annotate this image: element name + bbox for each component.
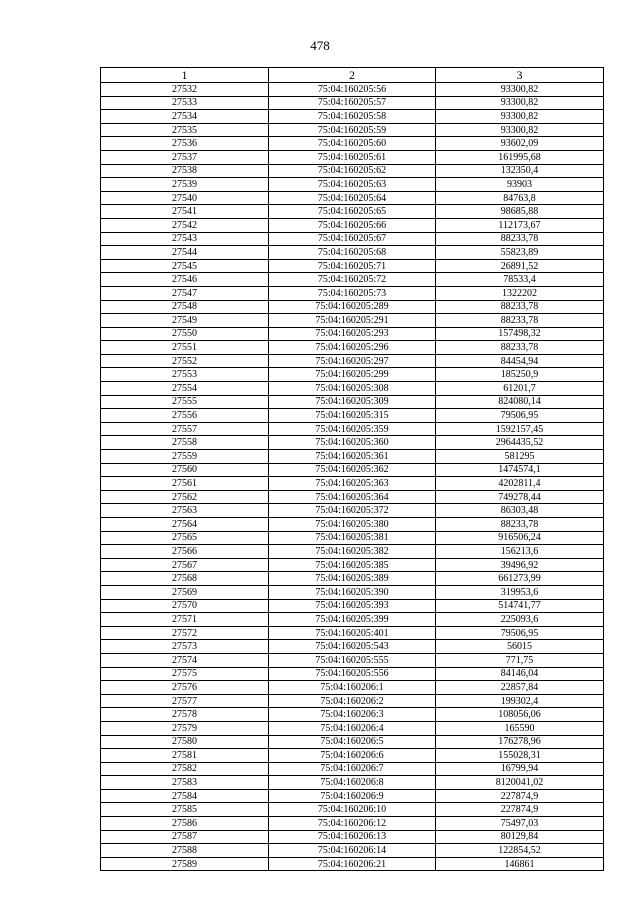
cadastral-number-cell: 75:04:160205:380	[269, 518, 436, 532]
value-cell: 749278,44	[436, 490, 604, 504]
table-row	[101, 762, 604, 776]
value-cell: 1322202	[436, 286, 604, 300]
column-header-2: 2	[269, 68, 436, 83]
value-cell: 88233,78	[436, 518, 604, 532]
value-cell: 93903	[436, 178, 604, 192]
cadastral-number-cell: 75:04:160205:359	[269, 422, 436, 436]
cadastral-number-cell: 75:04:160205:372	[269, 504, 436, 518]
row-number-cell: 27545	[101, 259, 269, 273]
value-cell: 55823,89	[436, 246, 604, 260]
cadastral-number-cell: 75:04:160205:64	[269, 191, 436, 205]
cadastral-number-cell: 75:04:160205:555	[269, 653, 436, 667]
row-number-cell: 27581	[101, 749, 269, 763]
value-cell: 132350,4	[436, 164, 604, 178]
cadastral-number-cell: 75:04:160206:9	[269, 789, 436, 803]
row-number-cell: 27534	[101, 110, 269, 124]
row-number-cell: 27533	[101, 96, 269, 110]
cadastral-number-cell: 75:04:160206:12	[269, 817, 436, 831]
cadastral-number-cell: 75:04:160206:14	[269, 844, 436, 858]
value-cell: 39496,92	[436, 558, 604, 572]
value-cell: 176278,96	[436, 735, 604, 749]
table-row	[101, 314, 604, 328]
cadastral-number-cell: 75:04:160205:381	[269, 531, 436, 545]
cadastral-number-cell: 75:04:160205:60	[269, 137, 436, 151]
cadastral-number-cell: 75:04:160205:389	[269, 572, 436, 586]
table-row	[101, 653, 604, 667]
cadastral-number-cell: 75:04:160205:61	[269, 150, 436, 164]
row-number-cell: 27562	[101, 490, 269, 504]
value-cell: 84454,94	[436, 354, 604, 368]
value-cell: 61201,7	[436, 382, 604, 396]
row-number-cell: 27584	[101, 789, 269, 803]
table-row	[101, 436, 604, 450]
value-cell: 16799,94	[436, 762, 604, 776]
row-number-cell: 27546	[101, 273, 269, 287]
table-row	[101, 341, 604, 355]
cadastral-number-cell: 75:04:160205:289	[269, 300, 436, 314]
value-cell: 122854,52	[436, 844, 604, 858]
table-row	[101, 205, 604, 219]
table-row	[101, 409, 604, 423]
cadastral-number-cell: 75:04:160206:5	[269, 735, 436, 749]
value-cell: 771,75	[436, 653, 604, 667]
row-number-cell: 27576	[101, 681, 269, 695]
row-number-cell: 27553	[101, 368, 269, 382]
cadastral-number-cell: 75:04:160205:382	[269, 545, 436, 559]
table-row	[101, 354, 604, 368]
cadastral-number-cell: 75:04:160205:62	[269, 164, 436, 178]
table-row	[101, 83, 604, 97]
table-row	[101, 150, 604, 164]
cadastral-number-cell: 75:04:160205:363	[269, 477, 436, 491]
cadastral-number-cell: 75:04:160205:543	[269, 640, 436, 654]
value-cell: 225093,6	[436, 613, 604, 627]
table-header-row	[101, 68, 604, 83]
row-number-cell: 27567	[101, 558, 269, 572]
cadastral-number-cell: 75:04:160205:297	[269, 354, 436, 368]
table-row	[101, 490, 604, 504]
value-cell: 8120041,02	[436, 776, 604, 790]
value-cell: 108056,06	[436, 708, 604, 722]
cadastral-number-cell: 75:04:160205:68	[269, 246, 436, 260]
table-row	[101, 572, 604, 586]
value-cell: 93300,82	[436, 83, 604, 97]
value-cell: 1592157,45	[436, 422, 604, 436]
cadastral-number-cell: 75:04:160205:309	[269, 395, 436, 409]
cadastral-number-cell: 75:04:160205:308	[269, 382, 436, 396]
table-row	[101, 259, 604, 273]
value-cell: 185250,9	[436, 368, 604, 382]
row-number-cell: 27577	[101, 694, 269, 708]
cadastral-number-cell: 75:04:160205:72	[269, 273, 436, 287]
table-row	[101, 857, 604, 871]
value-cell: 146861	[436, 857, 604, 871]
row-number-cell: 27588	[101, 844, 269, 858]
table-row	[101, 531, 604, 545]
row-number-cell: 27572	[101, 626, 269, 640]
cadastral-number-cell: 75:04:160205:315	[269, 409, 436, 423]
cadastral-number-cell: 75:04:160206:4	[269, 721, 436, 735]
cadastral-number-cell: 75:04:160206:10	[269, 803, 436, 817]
value-cell: 56015	[436, 640, 604, 654]
value-cell: 22857,84	[436, 681, 604, 695]
row-number-cell: 27582	[101, 762, 269, 776]
row-number-cell: 27566	[101, 545, 269, 559]
cadastral-number-cell: 75:04:160205:362	[269, 463, 436, 477]
column-header-3: 3	[436, 68, 604, 83]
table-row	[101, 789, 604, 803]
table-row	[101, 667, 604, 681]
row-number-cell: 27580	[101, 735, 269, 749]
table-row	[101, 300, 604, 314]
row-number-cell: 27539	[101, 178, 269, 192]
value-cell: 84763,8	[436, 191, 604, 205]
table-row	[101, 640, 604, 654]
value-cell: 79506,95	[436, 626, 604, 640]
row-number-cell: 27563	[101, 504, 269, 518]
table-row	[101, 504, 604, 518]
row-number-cell: 27532	[101, 83, 269, 97]
row-number-cell: 27541	[101, 205, 269, 219]
table-row	[101, 681, 604, 695]
value-cell: 78533,4	[436, 273, 604, 287]
value-cell: 824080,14	[436, 395, 604, 409]
row-number-cell: 27547	[101, 286, 269, 300]
table-row	[101, 286, 604, 300]
cadastral-number-cell: 75:04:160205:56	[269, 83, 436, 97]
value-cell: 155028,31	[436, 749, 604, 763]
value-cell: 75497,03	[436, 817, 604, 831]
row-number-cell: 27589	[101, 857, 269, 871]
row-number-cell: 27559	[101, 450, 269, 464]
row-number-cell: 27565	[101, 531, 269, 545]
row-number-cell: 27560	[101, 463, 269, 477]
value-cell: 88233,78	[436, 232, 604, 246]
cadastral-number-cell: 75:04:160206:6	[269, 749, 436, 763]
row-number-cell: 27587	[101, 830, 269, 844]
table-row	[101, 518, 604, 532]
cadastral-number-cell: 75:04:160205:57	[269, 96, 436, 110]
table-row	[101, 708, 604, 722]
cadastral-number-cell: 75:04:160205:390	[269, 585, 436, 599]
cadastral-number-cell: 75:04:160205:73	[269, 286, 436, 300]
value-cell: 227874,9	[436, 789, 604, 803]
cadastral-number-cell: 75:04:160206:2	[269, 694, 436, 708]
cadastral-number-cell: 75:04:160205:360	[269, 436, 436, 450]
row-number-cell: 27578	[101, 708, 269, 722]
value-cell: 112173,67	[436, 218, 604, 232]
value-cell: 916506,24	[436, 531, 604, 545]
value-cell: 165590	[436, 721, 604, 735]
row-number-cell: 27583	[101, 776, 269, 790]
table-row	[101, 735, 604, 749]
cadastral-number-cell: 75:04:160206:1	[269, 681, 436, 695]
cadastral-number-cell: 75:04:160205:58	[269, 110, 436, 124]
column-header-1: 1	[101, 68, 269, 83]
value-cell: 93300,82	[436, 96, 604, 110]
table-row	[101, 776, 604, 790]
cadastral-number-cell: 75:04:160205:556	[269, 667, 436, 681]
cadastral-number-cell: 75:04:160206:3	[269, 708, 436, 722]
table-row	[101, 191, 604, 205]
data-table	[100, 67, 604, 871]
table-row	[101, 246, 604, 260]
value-cell: 581295	[436, 450, 604, 464]
value-cell: 88233,78	[436, 314, 604, 328]
table-row	[101, 844, 604, 858]
table-row	[101, 395, 604, 409]
cadastral-number-cell: 75:04:160205:66	[269, 218, 436, 232]
value-cell: 319953,6	[436, 585, 604, 599]
value-cell: 84146,04	[436, 667, 604, 681]
table-row	[101, 613, 604, 627]
table-row	[101, 327, 604, 341]
cadastral-number-cell: 75:04:160205:393	[269, 599, 436, 613]
table-row	[101, 422, 604, 436]
row-number-cell: 27542	[101, 218, 269, 232]
cadastral-number-cell: 75:04:160206:13	[269, 830, 436, 844]
value-cell: 227874,9	[436, 803, 604, 817]
table-row	[101, 137, 604, 151]
cadastral-number-cell: 75:04:160205:399	[269, 613, 436, 627]
cadastral-number-cell: 75:04:160205:401	[269, 626, 436, 640]
row-number-cell: 27535	[101, 123, 269, 137]
cadastral-number-cell: 75:04:160206:7	[269, 762, 436, 776]
value-cell: 661273,99	[436, 572, 604, 586]
value-cell: 514741,77	[436, 599, 604, 613]
cadastral-number-cell: 75:04:160205:299	[269, 368, 436, 382]
table-row	[101, 232, 604, 246]
table-row	[101, 749, 604, 763]
cadastral-number-cell: 75:04:160205:385	[269, 558, 436, 572]
table-row	[101, 110, 604, 124]
row-number-cell: 27540	[101, 191, 269, 205]
table-row	[101, 218, 604, 232]
cadastral-number-cell: 75:04:160205:67	[269, 232, 436, 246]
table-body	[101, 83, 604, 871]
row-number-cell: 27551	[101, 341, 269, 355]
row-number-cell: 27574	[101, 653, 269, 667]
row-number-cell: 27571	[101, 613, 269, 627]
row-number-cell: 27537	[101, 150, 269, 164]
row-number-cell: 27579	[101, 721, 269, 735]
table-row	[101, 382, 604, 396]
value-cell: 156213,6	[436, 545, 604, 559]
table-row	[101, 545, 604, 559]
table-row	[101, 626, 604, 640]
table-row	[101, 721, 604, 735]
cadastral-number-cell: 75:04:160205:361	[269, 450, 436, 464]
row-number-cell: 27570	[101, 599, 269, 613]
row-number-cell: 27585	[101, 803, 269, 817]
table-row	[101, 164, 604, 178]
cadastral-number-cell: 75:04:160205:59	[269, 123, 436, 137]
value-cell: 88233,78	[436, 300, 604, 314]
value-cell: 161995,68	[436, 150, 604, 164]
value-cell: 80129,84	[436, 830, 604, 844]
table-row	[101, 178, 604, 192]
value-cell: 93300,82	[436, 123, 604, 137]
page-number: 478	[310, 38, 330, 53]
row-number-cell: 27552	[101, 354, 269, 368]
value-cell: 26891,52	[436, 259, 604, 273]
table-row	[101, 273, 604, 287]
table-row	[101, 558, 604, 572]
table-row	[101, 96, 604, 110]
table-row	[101, 368, 604, 382]
value-cell: 79506,95	[436, 409, 604, 423]
value-cell: 98685,88	[436, 205, 604, 219]
row-number-cell: 27561	[101, 477, 269, 491]
cadastral-number-cell: 75:04:160205:296	[269, 341, 436, 355]
row-number-cell: 27554	[101, 382, 269, 396]
row-number-cell: 27557	[101, 422, 269, 436]
value-cell: 4202811,4	[436, 477, 604, 491]
value-cell: 2964435,52	[436, 436, 604, 450]
cadastral-number-cell: 75:04:160205:291	[269, 314, 436, 328]
row-number-cell: 27586	[101, 817, 269, 831]
table-row	[101, 803, 604, 817]
value-cell: 93602,09	[436, 137, 604, 151]
cadastral-number-cell: 75:04:160205:65	[269, 205, 436, 219]
table-row	[101, 830, 604, 844]
row-number-cell: 27543	[101, 232, 269, 246]
table-row	[101, 123, 604, 137]
table-row	[101, 817, 604, 831]
row-number-cell: 27569	[101, 585, 269, 599]
cadastral-number-cell: 75:04:160206:8	[269, 776, 436, 790]
value-cell: 199302,4	[436, 694, 604, 708]
row-number-cell: 27564	[101, 518, 269, 532]
table-row	[101, 477, 604, 491]
value-cell: 86303,48	[436, 504, 604, 518]
row-number-cell: 27568	[101, 572, 269, 586]
row-number-cell: 27549	[101, 314, 269, 328]
value-cell: 88233,78	[436, 341, 604, 355]
row-number-cell: 27548	[101, 300, 269, 314]
table-row	[101, 463, 604, 477]
table-row	[101, 599, 604, 613]
table-row	[101, 585, 604, 599]
cadastral-number-cell: 75:04:160205:63	[269, 178, 436, 192]
value-cell: 1474574,1	[436, 463, 604, 477]
cadastral-number-cell: 75:04:160206:21	[269, 857, 436, 871]
value-cell: 157498,32	[436, 327, 604, 341]
cadastral-number-cell: 75:04:160205:71	[269, 259, 436, 273]
table-row	[101, 450, 604, 464]
table-row	[101, 694, 604, 708]
row-number-cell: 27555	[101, 395, 269, 409]
row-number-cell: 27556	[101, 409, 269, 423]
row-number-cell: 27550	[101, 327, 269, 341]
row-number-cell: 27538	[101, 164, 269, 178]
row-number-cell: 27558	[101, 436, 269, 450]
row-number-cell: 27544	[101, 246, 269, 260]
row-number-cell: 27573	[101, 640, 269, 654]
row-number-cell: 27575	[101, 667, 269, 681]
cadastral-number-cell: 75:04:160205:364	[269, 490, 436, 504]
value-cell: 93300,82	[436, 110, 604, 124]
row-number-cell: 27536	[101, 137, 269, 151]
cadastral-number-cell: 75:04:160205:293	[269, 327, 436, 341]
